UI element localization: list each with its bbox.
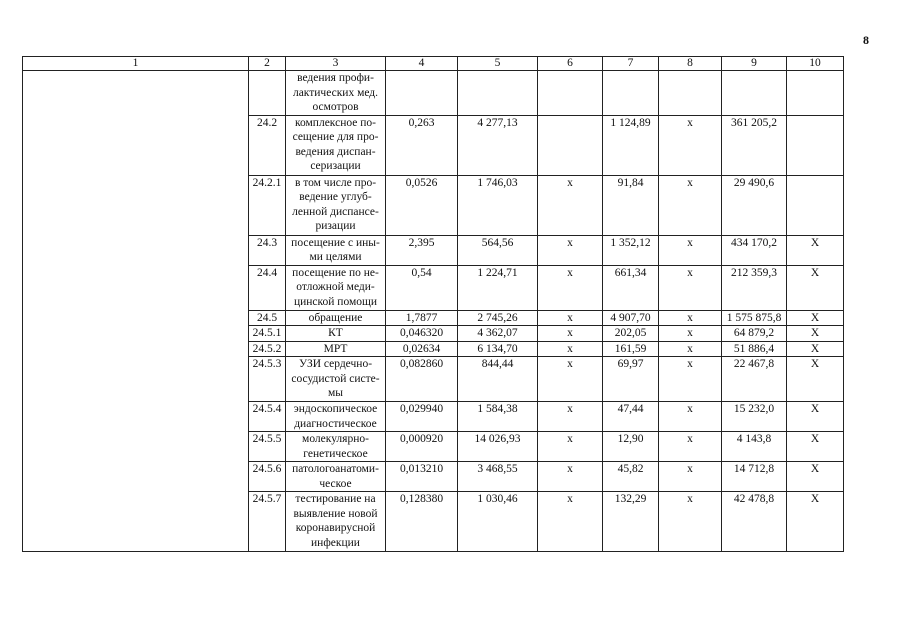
col-9-cell: 434 170,2	[722, 235, 787, 265]
row-code-cell: 24.5.6	[249, 462, 286, 492]
col-9-cell: 361 205,2	[722, 115, 787, 175]
col-4-cell: 0,000920	[386, 432, 458, 462]
row-code-cell: 24.5.5	[249, 432, 286, 462]
col-5-cell: 1 584,38	[458, 402, 538, 432]
col-6-cell: x	[538, 326, 603, 342]
col-9-cell: 29 490,6	[722, 175, 787, 235]
col-8-cell: x	[659, 357, 722, 402]
col-8-cell: x	[659, 492, 722, 552]
col-8-cell	[659, 71, 722, 116]
col-8-cell: x	[659, 402, 722, 432]
col-4-cell: 0,54	[386, 265, 458, 310]
page-number: 8	[863, 33, 869, 47]
col-5-cell: 564,56	[458, 235, 538, 265]
col-10-cell: X	[787, 326, 844, 342]
col-5-cell: 1 746,03	[458, 175, 538, 235]
col-7-cell: 69,97	[603, 357, 659, 402]
col-8-cell: x	[659, 310, 722, 326]
row-name-cell: МРТ	[286, 341, 386, 357]
col-9-cell: 14 712,8	[722, 462, 787, 492]
col-6-cell: x	[538, 432, 603, 462]
row-name-cell: в том числе про- ведение углуб- ленной диспансе- ризации	[286, 175, 386, 235]
col-7-cell: 661,34	[603, 265, 659, 310]
col-7-cell: 1 352,12	[603, 235, 659, 265]
col-4-cell	[386, 71, 458, 116]
col-9-cell: 64 879,2	[722, 326, 787, 342]
col-6-cell: x	[538, 235, 603, 265]
col-5-cell: 1 030,46	[458, 492, 538, 552]
col-7-cell: 45,82	[603, 462, 659, 492]
header-cell: 7	[603, 57, 659, 71]
col-5-cell: 3 468,55	[458, 462, 538, 492]
col-10-cell: X	[787, 462, 844, 492]
col-6-cell: x	[538, 265, 603, 310]
col-8-cell: x	[659, 432, 722, 462]
col-10-cell	[787, 175, 844, 235]
table-row	[23, 71, 844, 116]
col-9-cell: 51 886,4	[722, 341, 787, 357]
col-5-cell: 4 277,13	[458, 115, 538, 175]
col-7-cell: 161,59	[603, 341, 659, 357]
row-code-cell: 24.2	[249, 115, 286, 175]
col-8-cell: x	[659, 326, 722, 342]
col-10-cell: X	[787, 357, 844, 402]
col-7-cell: 12,90	[603, 432, 659, 462]
header-cell: 8	[659, 57, 722, 71]
col-8-cell: x	[659, 265, 722, 310]
col-10-cell: X	[787, 265, 844, 310]
row-code-cell: 24.5.3	[249, 357, 286, 402]
col-8-cell: x	[659, 235, 722, 265]
row-name-cell: патологоанатоми- ческое	[286, 462, 386, 492]
row-code-cell	[249, 71, 286, 116]
col-6-cell: x	[538, 357, 603, 402]
col-6-cell: x	[538, 462, 603, 492]
col-7-cell: 1 124,89	[603, 115, 659, 175]
col-4-cell: 0,013210	[386, 462, 458, 492]
col-10-cell: X	[787, 235, 844, 265]
col-8-cell: x	[659, 115, 722, 175]
row-name-cell: посещение с ины- ми целями	[286, 235, 386, 265]
col-5-cell: 14 026,93	[458, 432, 538, 462]
col-4-cell: 2,395	[386, 235, 458, 265]
col-4-cell: 0,0526	[386, 175, 458, 235]
row-name-cell: эндоскопическое диагностическое	[286, 402, 386, 432]
col-5-cell: 1 224,71	[458, 265, 538, 310]
row-name-cell: обращение	[286, 310, 386, 326]
header-cell: 6	[538, 57, 603, 71]
row-code-cell: 24.3	[249, 235, 286, 265]
row-code-cell: 24.5.7	[249, 492, 286, 552]
header-cell: 2	[249, 57, 286, 71]
col-10-cell	[787, 115, 844, 175]
header-cell: 10	[787, 57, 844, 71]
col-4-cell: 0,082860	[386, 357, 458, 402]
col-9-cell: 1 575 875,8	[722, 310, 787, 326]
col-9-cell: 212 359,3	[722, 265, 787, 310]
row-name-cell: КТ	[286, 326, 386, 342]
col-10-cell	[787, 71, 844, 116]
col-7-cell: 91,84	[603, 175, 659, 235]
row-code-cell: 24.5.2	[249, 341, 286, 357]
col-6-cell	[538, 71, 603, 116]
col-9-cell: 15 232,0	[722, 402, 787, 432]
col-9-cell: 22 467,8	[722, 357, 787, 402]
row-name-cell: тестирование на выявление новой коронавирусной инфекции	[286, 492, 386, 552]
header-cell: 9	[722, 57, 787, 71]
col-10-cell: X	[787, 432, 844, 462]
row-code-cell: 24.4	[249, 265, 286, 310]
col-9-cell	[722, 71, 787, 116]
col-6-cell: x	[538, 492, 603, 552]
col-8-cell: x	[659, 175, 722, 235]
col-5-cell: 2 745,26	[458, 310, 538, 326]
col-8-cell: x	[659, 462, 722, 492]
col-5-cell: 6 134,70	[458, 341, 538, 357]
header-cell: 3	[286, 57, 386, 71]
col-10-cell: X	[787, 310, 844, 326]
row-name-cell: посещение по не- отложной меди- цинской помощи	[286, 265, 386, 310]
col-10-cell: X	[787, 341, 844, 357]
col-9-cell: 42 478,8	[722, 492, 787, 552]
col-6-cell	[538, 115, 603, 175]
col-6-cell: x	[538, 175, 603, 235]
row-name-cell: комплексное по- сещение для про- ведения диспан- серизации	[286, 115, 386, 175]
row-code-cell: 24.5.4	[249, 402, 286, 432]
header-cell: 4	[386, 57, 458, 71]
col-7-cell: 132,29	[603, 492, 659, 552]
row-code-cell: 24.5	[249, 310, 286, 326]
col-5-cell: 844,44	[458, 357, 538, 402]
header-cell: 5	[458, 57, 538, 71]
col-4-cell: 1,7877	[386, 310, 458, 326]
col-4-cell: 0,029940	[386, 402, 458, 432]
col-5-cell	[458, 71, 538, 116]
row-code-cell: 24.5.1	[249, 326, 286, 342]
col-8-cell: x	[659, 341, 722, 357]
col-7-cell: 202,05	[603, 326, 659, 342]
row-name-cell: ведения профи- лактических мед. осмотров	[286, 71, 386, 116]
col-10-cell: X	[787, 402, 844, 432]
col-4-cell: 0,046320	[386, 326, 458, 342]
row-name-cell: УЗИ сердечно- сосудистой систе- мы	[286, 357, 386, 402]
col-5-cell: 4 362,07	[458, 326, 538, 342]
col-7-cell	[603, 71, 659, 116]
col-9-cell: 4 143,8	[722, 432, 787, 462]
col-4-cell: 0,263	[386, 115, 458, 175]
header-cell: 1	[23, 57, 249, 71]
col-6-cell: x	[538, 310, 603, 326]
column-1-cell	[23, 71, 249, 552]
header-row	[23, 57, 844, 71]
col-4-cell: 0,02634	[386, 341, 458, 357]
col-7-cell: 47,44	[603, 402, 659, 432]
data-table	[22, 56, 844, 552]
row-name-cell: молекулярно- генетическое	[286, 432, 386, 462]
col-6-cell: x	[538, 402, 603, 432]
col-7-cell: 4 907,70	[603, 310, 659, 326]
col-4-cell: 0,128380	[386, 492, 458, 552]
row-code-cell: 24.2.1	[249, 175, 286, 235]
col-10-cell: X	[787, 492, 844, 552]
col-6-cell: x	[538, 341, 603, 357]
